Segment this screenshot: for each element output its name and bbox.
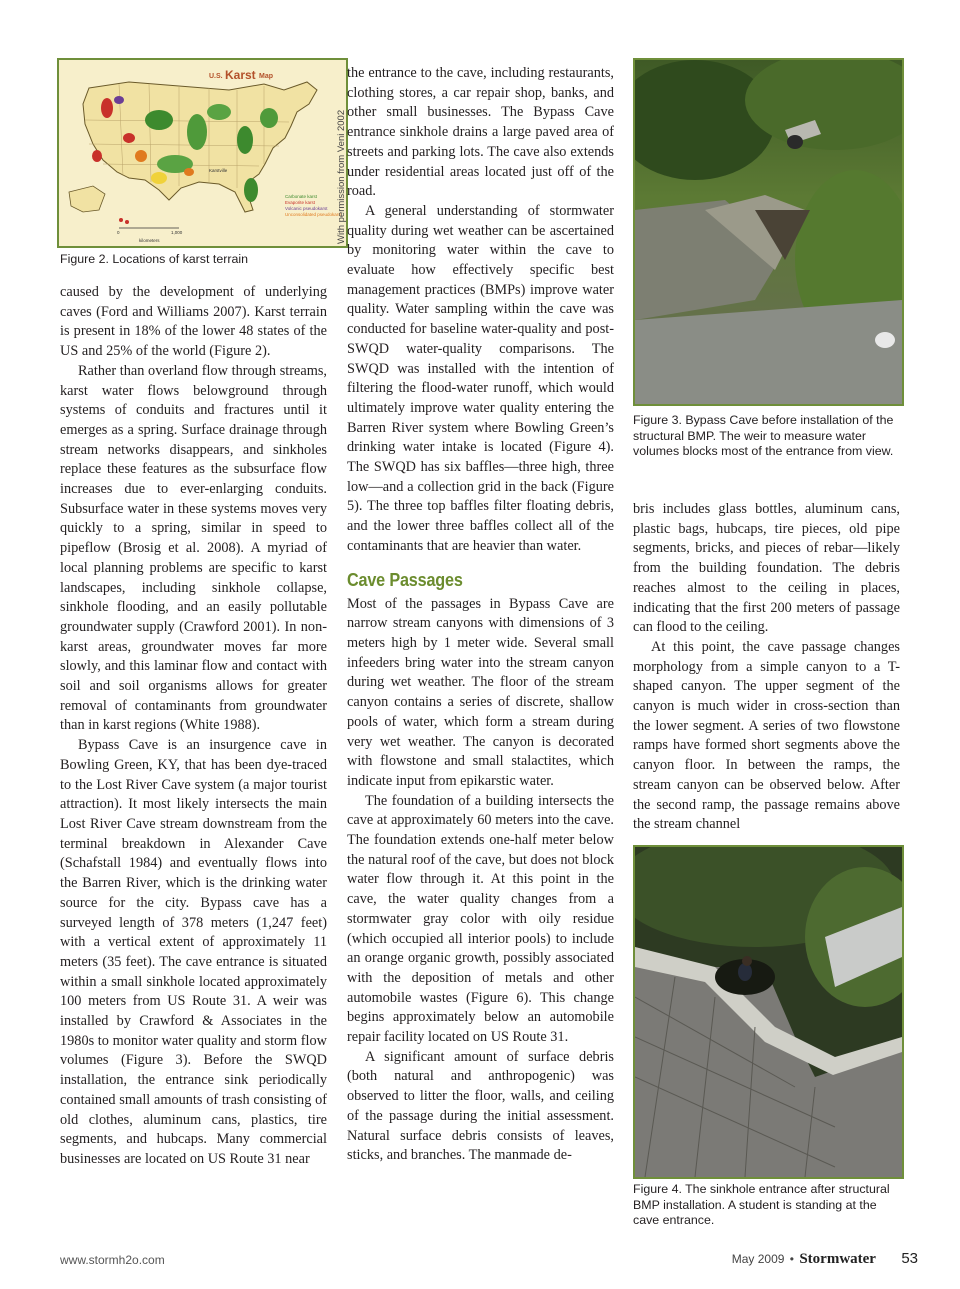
footer-url: www.stormh2o.com (60, 1253, 165, 1267)
footer-magazine: Stormwater (799, 1251, 876, 1267)
scale-max: 1,000 (171, 230, 183, 235)
col2-paragraph-4: The foundation of a building intersects the cave at approximately 60 meters into the cave. The foundation extends one-half meter below the natural roof of the cave, but does not block water flow through it. At this point in the cave, the water quality changes from a stormwater gray color with oily residue (which occupied all interior pools) to include an orange organic growth, possibly associated with the deposition of metals and other automobile wastes (Figure 6). This change begins approximately below an automobile repair facility located on US Route 31. (347, 792, 614, 1046)
col3-paragraph-2: At this point, the cave passage changes morphology from a simple canyon to a T-shaped canyon. The upper segment of the canyon is much wider in cross-section than the lower segment. A series of two flowstone ramps have formed short segments above the canyon floor. In between the ramps, the stream canyon can be observed below. After the second ramp, the passage remains above the stream channel (633, 638, 900, 833)
col3-paragraph-1: bris includes glass bottles, aluminum cans, plastic bags, hubcaps, tire pieces, old pipe segments, bricks, and pieces of rebar—likely from the building foundation. The debris reaches almost to the ceiling in places, indicating that the first 200 meters of passage can flood to the ceiling. (633, 501, 900, 636)
section-heading-cave-passages: Cave Passages (347, 569, 463, 590)
col2-paragraph-2: A general understanding of stormwater quality during wet weather can be ascertained by monitoring water within the cave to evaluate how effectively specific best management practices (BMPs) improve water quality. Water sampling within the cave was conducted for baseline water-quality and post-SWQD water-quality comparisons. The SWQD was installed with the intention of filtering the flood-water runoff, which would ultimately improve water quality entering the Barren River system where Bowling Green’s drinking water intake is located (Figure 4). The SWQD has six baffles—three high, three low—and a collection grid in the back (Figure 5). The three top baffles filter floating debris, and the lower three baffles collect all of the contaminants that are heavier than water. (347, 202, 614, 554)
legend-unconsolidated: Unconsolidated pseudokarst (285, 212, 342, 217)
sinkhole-after-bmp-photo (635, 847, 902, 1177)
col1-paragraph-2: Rather than overland flow through streams, karst water flows belowground through systems of conduits and fractures until it emerges as a spring. Surface drainage through stream networks disappears, and sinkholes replace these features as the subsurface flow increases due to ever-enlarging conduits. Subsurface water in these systems moves very quickly to a spring, similar in speed to pipeflow (Brosig et al. 2008). A myriad of local planning problems are specific to karst landscapes, including sinkhole collapse, sinkhole flooding, and an easily pollutable groundwater supply (Crawford 2001). In non-karst areas, groundwater moves far more slowly, and this laminar flow and contact with soil and soil organisms allows for greater removal of contaminants from groundwater than in karst regions (White 1988). (60, 362, 327, 734)
map-title-main: Karst (225, 68, 256, 82)
figure-4-caption: Figure 4. The sinkhole entrance after structural BMP installation. A student is standing at the cave entrance. (633, 1182, 890, 1228)
col2-paragraph-5: A significant amount of surface debris (both natural and anthropogenic) was observed to litter the floor, walls, and ceiling of the passage during the initial assessment. Natural surface debris consists of leaves, sticks, and branches. The manmade de- (347, 1048, 614, 1164)
legend-evaporite: Evaporite karst (285, 200, 316, 205)
legend-volcanic: Volcanic pseudokarst (285, 206, 328, 211)
figure-2-caption: Figure 2. Locations of karst terrain (60, 252, 249, 266)
col2-paragraph-1: the entrance to the cave, including restaurants, clothing stores, a car repair shop, banks, and other small businesses. The Bypass Cave entrance sinkhole drains a large paved area of streets and parking lots. The cave also extends under residential areas located just off of the road. (347, 65, 614, 200)
figure-4-photo (633, 845, 904, 1179)
footer-bullet: • (789, 1252, 794, 1266)
column-2 (347, 64, 614, 1166)
karst-map-graphic (59, 60, 346, 246)
map-title-suffix: Map (259, 73, 273, 80)
scale-unit: kilometers (139, 238, 160, 243)
credit-text: With permission from Veni 2002 (336, 109, 347, 244)
footer-right (732, 1250, 918, 1268)
col1-paragraph-1: caused by the development of underlying caves (Ford and Williams 2007). Karst terrain is present in 18% of the lower 48 states of the US and 25% of the world (Figure 2). (60, 284, 327, 360)
bypass-cave-before-photo (635, 60, 902, 404)
map-title-prefix: U.S. (209, 73, 223, 80)
figure-3-photo (633, 58, 904, 406)
footer-page-number: 53 (901, 1250, 918, 1267)
column-3 (633, 500, 900, 835)
footer-date: May 2009 (731, 1252, 785, 1266)
figure-2-map (57, 58, 348, 248)
col1-paragraph-3: Bypass Cave is an insurgence cave in Bowling Green, KY, that has been dye-traced to the Lost River Cave system (a major tourist attraction). It most likely intersects the main Lost River Cave stream downstream from the terminal breakdown in Alexander Cave (Schafstall 1984) and eventually flows into the Barren River, which is the drinking water source for the city. Bypass cave has a surveyed length of 378 meters (1,247 feet) with a vertical extent of approximately 11 meters (35 feet). The cave entrance is situated within a small sinkhole located approximately 100 meters from US Route 31. A weir was installed by Crawford & Associates in the 1980s to monitor water quality and storm flow volumes (Figure 3). Before the SWQD installation, the entrance sink periodically contained small amounts of trash consisting of old clothes, aluminum cans, plastics, tire segments, and hubcaps. Many commercial businesses are located on US Route 31 near (60, 737, 327, 1167)
column-1 (60, 283, 327, 1170)
col2-paragraph-3: Most of the passages in Bypass Cave are narrow stream canyons with dimensions of 3 meters high by 1 meter wide. Several small infeeders bring water into the stream canyon during wet weather. The floor of the stream canyon contains a series of discrete, shallow pools of water, which form a stream during very wet weather. The canyon is decorated with flowstone and small stalactites, which indicate input from epikarstic water. (347, 595, 614, 789)
legend-carbonate: Carbonate karst (285, 194, 318, 199)
scale-zero: 0 (117, 230, 120, 235)
figure-3-caption: Figure 3. Bypass Cave before installation of the structural BMP. The weir to measure water volumes blocks most of the entrance from view. (633, 413, 894, 459)
city-label: Karstville (209, 168, 228, 173)
